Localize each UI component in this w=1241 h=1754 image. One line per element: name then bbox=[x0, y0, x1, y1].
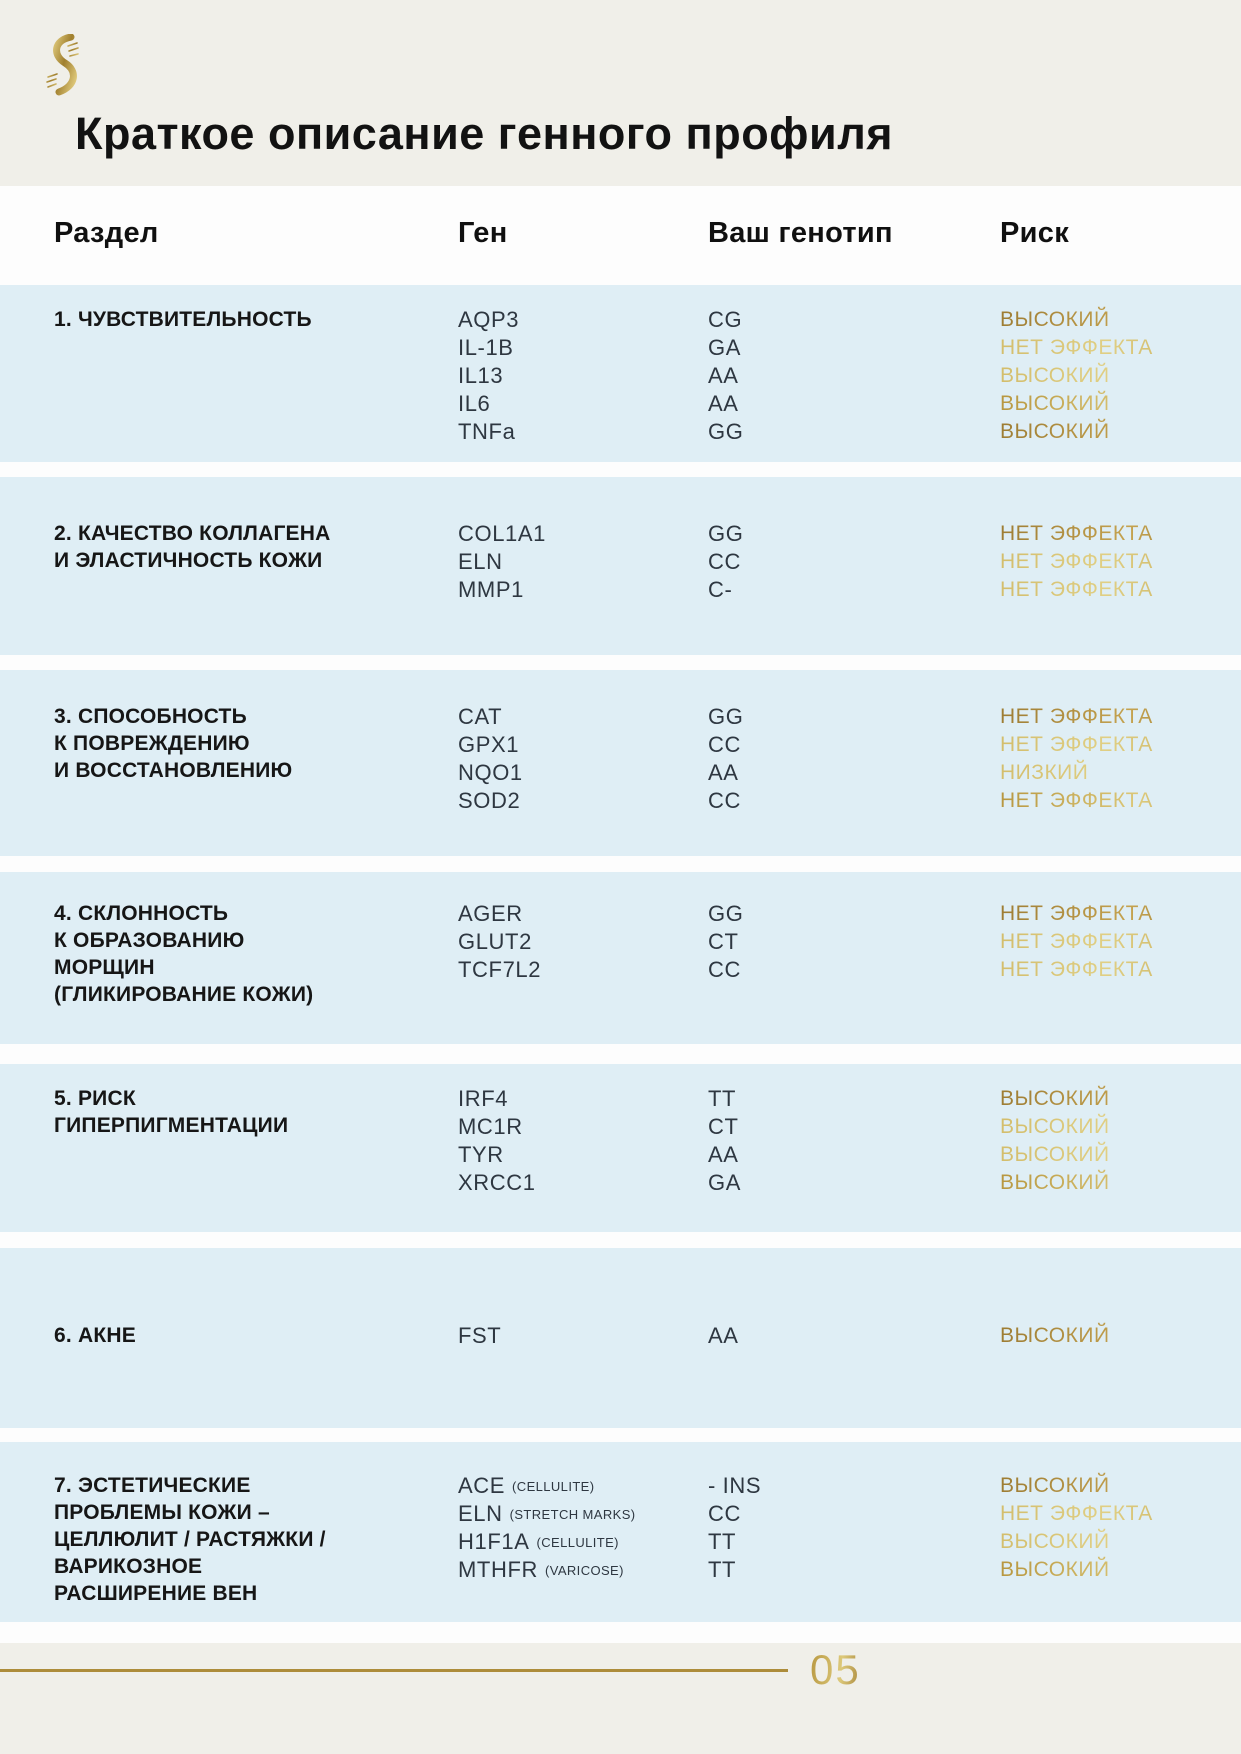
gene-symbol: ELN bbox=[458, 549, 503, 574]
risk-level: НЕТ ЭФФЕКТА bbox=[1000, 900, 1235, 928]
risk-level: ВЫСОКИЙ bbox=[1000, 1085, 1235, 1113]
section-title-line: 6. АКНЕ bbox=[54, 1324, 136, 1347]
column-header-genotype: Ваш генотип bbox=[708, 217, 893, 249]
risk-column bbox=[1000, 285, 1235, 462]
risk-column bbox=[1000, 477, 1235, 655]
gene-symbol: GPX1 bbox=[458, 732, 520, 757]
gene-symbol: TCF7L2 bbox=[458, 957, 542, 982]
gene-symbol: FST bbox=[458, 1323, 502, 1348]
gene-name bbox=[458, 520, 698, 548]
section-title-line: К ОБРАЗОВАНИЮ bbox=[54, 929, 245, 952]
section-title bbox=[54, 670, 444, 856]
section-title bbox=[54, 1442, 444, 1622]
section-title-line: ВАРИКОЗНОЕ bbox=[54, 1555, 203, 1578]
gene-symbol: H1F1A bbox=[458, 1529, 530, 1554]
risk-level: ВЫСОКИЙ bbox=[1000, 1556, 1235, 1584]
genotype-value: TT bbox=[708, 1529, 737, 1554]
section-title-line: (ГЛИКИРОВАНИЕ КОЖИ) bbox=[54, 983, 314, 1006]
gene-name bbox=[458, 787, 698, 815]
gene-symbol: ACE bbox=[458, 1473, 506, 1498]
section-title-line: ЦЕЛЛЮЛИТ / РАСТЯЖКИ / bbox=[54, 1528, 326, 1551]
genotype-column bbox=[708, 1442, 948, 1622]
genotype-value: GG bbox=[708, 901, 744, 926]
gene-symbol: NQO1 bbox=[458, 760, 523, 785]
risk-level: НЕТ ЭФФЕКТА bbox=[1000, 1500, 1235, 1528]
risk-level: ВЫСОКИЙ bbox=[1000, 1472, 1235, 1500]
gene-column bbox=[458, 1064, 698, 1232]
profile-section-band bbox=[0, 477, 1241, 655]
genotype-value: CC bbox=[708, 1501, 741, 1526]
section-title-line: И ЭЛАСТИЧНОСТЬ КОЖИ bbox=[54, 549, 323, 572]
risk-level: НЕТ ЭФФЕКТА bbox=[1000, 787, 1235, 815]
gene-symbol: MC1R bbox=[458, 1114, 523, 1139]
gene-column bbox=[458, 1248, 698, 1428]
gene-column bbox=[458, 477, 698, 655]
gene-name bbox=[458, 1141, 698, 1169]
risk-level: НЕТ ЭФФЕКТА bbox=[1000, 576, 1235, 604]
genotype-column bbox=[708, 670, 948, 856]
gene-name bbox=[458, 576, 698, 604]
risk-level: ВЫСОКИЙ bbox=[1000, 1113, 1235, 1141]
risk-level: НЕТ ЭФФЕКТА bbox=[1000, 548, 1235, 576]
genotype-value: - INS bbox=[708, 1473, 762, 1498]
gene-name bbox=[458, 334, 698, 362]
genotype-column bbox=[708, 1064, 948, 1232]
genotype-value: CC bbox=[708, 957, 741, 982]
risk-level: НЕТ ЭФФЕКТА bbox=[1000, 928, 1235, 956]
column-header-gene: Ген bbox=[458, 217, 508, 249]
section-title bbox=[54, 1064, 444, 1232]
genotype-value: GG bbox=[708, 521, 744, 546]
page-title: Краткое описание генного профиля bbox=[75, 108, 894, 159]
risk-level: ВЫСОКИЙ bbox=[1000, 1322, 1235, 1350]
gene-symbol: IRF4 bbox=[458, 1086, 509, 1111]
section-title-line: МОРЩИН bbox=[54, 956, 155, 979]
gene-symbol: MMP1 bbox=[458, 577, 524, 602]
gene-name bbox=[458, 731, 698, 759]
section-title bbox=[54, 285, 444, 462]
gene-symbol: ELN bbox=[458, 1501, 503, 1526]
genotype-value: CC bbox=[708, 732, 741, 757]
column-header-section: Раздел bbox=[54, 217, 159, 249]
dna-helix-logo-icon bbox=[44, 34, 82, 96]
risk-level: ВЫСОКИЙ bbox=[1000, 306, 1235, 334]
risk-level: ВЫСОКИЙ bbox=[1000, 1528, 1235, 1556]
gene-name bbox=[458, 1322, 698, 1350]
genotype-value: GG bbox=[708, 419, 744, 444]
section-title-line: РАСШИРЕНИЕ ВЕН bbox=[54, 1582, 258, 1605]
risk-level: НЕТ ЭФФЕКТА bbox=[1000, 956, 1235, 984]
section-title-line: 2. КАЧЕСТВО КОЛЛАГЕНА bbox=[54, 522, 331, 545]
gene-column bbox=[458, 670, 698, 856]
gene-symbol: AGER bbox=[458, 901, 523, 926]
genotype-value: CT bbox=[708, 1114, 739, 1139]
gene-name bbox=[458, 1472, 698, 1500]
section-title-line: 3. СПОСОБНОСТЬ bbox=[54, 705, 247, 728]
gene-name bbox=[458, 548, 698, 576]
gene-name bbox=[458, 1528, 698, 1556]
gene-name bbox=[458, 1113, 698, 1141]
genotype-value: GA bbox=[708, 1170, 741, 1195]
genotype-value: AA bbox=[708, 1142, 739, 1167]
gene-symbol: CAT bbox=[458, 704, 503, 729]
risk-column bbox=[1000, 1442, 1235, 1622]
genotype-value: AA bbox=[708, 391, 739, 416]
gene-note: (CELLULITE) bbox=[536, 1535, 619, 1550]
footer-gold-rule bbox=[0, 1669, 788, 1672]
risk-level: НЕТ ЭФФЕКТА bbox=[1000, 703, 1235, 731]
profile-section-band bbox=[0, 285, 1241, 462]
gene-name bbox=[458, 759, 698, 787]
risk-level: НЕТ ЭФФЕКТА bbox=[1000, 731, 1235, 759]
section-title-line: 4. СКЛОННОСТЬ bbox=[54, 902, 229, 925]
gene-name bbox=[458, 1556, 698, 1584]
risk-column bbox=[1000, 670, 1235, 856]
gene-symbol: AQP3 bbox=[458, 307, 520, 332]
section-title-line: ПРОБЛЕМЫ КОЖИ – bbox=[54, 1501, 270, 1524]
risk-level: ВЫСОКИЙ bbox=[1000, 390, 1235, 418]
genotype-value: C- bbox=[708, 577, 733, 602]
risk-level: ВЫСОКИЙ bbox=[1000, 1169, 1235, 1197]
gene-name bbox=[458, 390, 698, 418]
gene-note: (STRETCH MARKS) bbox=[509, 1507, 636, 1522]
risk-level: ВЫСОКИЙ bbox=[1000, 1141, 1235, 1169]
genotype-value: CT bbox=[708, 929, 739, 954]
gene-symbol: IL13 bbox=[458, 363, 504, 388]
profile-section-band bbox=[0, 872, 1241, 1044]
genotype-value: AA bbox=[708, 1323, 739, 1348]
risk-level: ВЫСОКИЙ bbox=[1000, 418, 1235, 446]
gene-name bbox=[458, 956, 698, 984]
risk-column bbox=[1000, 872, 1235, 1044]
gene-column bbox=[458, 872, 698, 1044]
genotype-value: TT bbox=[708, 1557, 737, 1582]
gene-symbol: IL-1B bbox=[458, 335, 514, 360]
section-title-line: 1. ЧУВСТВИТЕЛЬНОСТЬ bbox=[54, 308, 312, 331]
section-title-line: И ВОССТАНОВЛЕНИЮ bbox=[54, 759, 293, 782]
genotype-column bbox=[708, 477, 948, 655]
risk-level: НИЗКИЙ bbox=[1000, 759, 1235, 787]
section-title bbox=[54, 872, 444, 1044]
gene-name bbox=[458, 418, 698, 446]
genotype-column bbox=[708, 1248, 948, 1428]
gene-column bbox=[458, 285, 698, 462]
section-title-line: ГИПЕРПИГМЕНТАЦИИ bbox=[54, 1114, 289, 1137]
gene-note: (CELLULITE) bbox=[512, 1479, 595, 1494]
genotype-value: CG bbox=[708, 307, 743, 332]
section-title bbox=[54, 1248, 444, 1428]
genotype-value: GA bbox=[708, 335, 741, 360]
profile-section-band bbox=[0, 1442, 1241, 1622]
page-number: 05 bbox=[810, 1646, 861, 1693]
gene-name bbox=[458, 900, 698, 928]
gene-symbol: COL1A1 bbox=[458, 521, 546, 546]
gene-name bbox=[458, 928, 698, 956]
genotype-value: AA bbox=[708, 760, 739, 785]
risk-level: НЕТ ЭФФЕКТА bbox=[1000, 334, 1235, 362]
genotype-value: TT bbox=[708, 1086, 737, 1111]
gene-symbol: SOD2 bbox=[458, 788, 521, 813]
genotype-value: CC bbox=[708, 549, 741, 574]
gene-name bbox=[458, 1500, 698, 1528]
genotype-value: CC bbox=[708, 788, 741, 813]
section-title-line: 5. РИСК bbox=[54, 1087, 136, 1110]
risk-column bbox=[1000, 1248, 1235, 1428]
gene-name bbox=[458, 362, 698, 390]
gene-name bbox=[458, 306, 698, 334]
genotype-column bbox=[708, 872, 948, 1044]
risk-level: ВЫСОКИЙ bbox=[1000, 362, 1235, 390]
section-title-line: 7. ЭСТЕТИЧЕСКИЕ bbox=[54, 1474, 251, 1497]
column-header-risk: Риск bbox=[1000, 217, 1070, 249]
genotype-value: AA bbox=[708, 363, 739, 388]
risk-column bbox=[1000, 1064, 1235, 1232]
gene-symbol: MTHFR bbox=[458, 1557, 538, 1582]
profile-section-band bbox=[0, 1248, 1241, 1428]
gene-symbol: IL6 bbox=[458, 391, 491, 416]
gene-note: (VARICOSE) bbox=[544, 1563, 624, 1578]
gene-symbol: XRCC1 bbox=[458, 1170, 536, 1195]
gene-name bbox=[458, 1169, 698, 1197]
profile-section-band bbox=[0, 670, 1241, 856]
profile-section-band bbox=[0, 1064, 1241, 1232]
table-header-row bbox=[0, 186, 1241, 285]
gene-name bbox=[458, 1085, 698, 1113]
gene-symbol: TYR bbox=[458, 1142, 504, 1167]
gene-name bbox=[458, 703, 698, 731]
gene-column bbox=[458, 1442, 698, 1622]
risk-level: НЕТ ЭФФЕКТА bbox=[1000, 520, 1235, 548]
gene-symbol: TNFa bbox=[458, 419, 516, 444]
section-title-line: К ПОВРЕЖДЕНИЮ bbox=[54, 732, 250, 755]
genotype-value: GG bbox=[708, 704, 744, 729]
gene-symbol: GLUT2 bbox=[458, 929, 532, 954]
section-title bbox=[54, 477, 444, 655]
genotype-column bbox=[708, 285, 948, 462]
